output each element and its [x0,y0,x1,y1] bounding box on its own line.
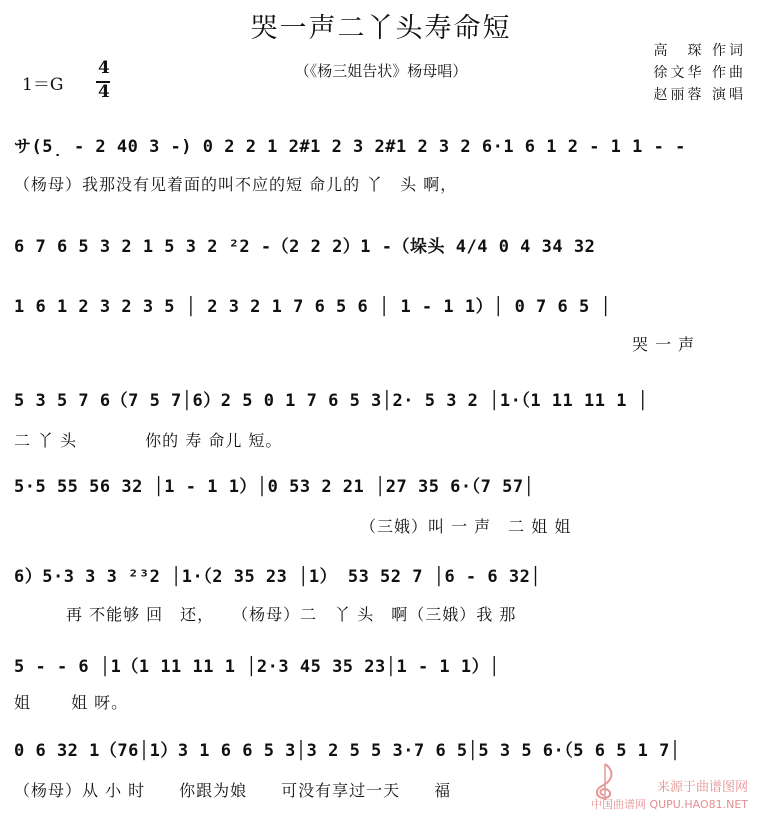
notation-line-6: 6）5·3 3 3 ²³2 │1·（2 35 23 │1） 53 52 7 │6 - 6 32│ [14,567,542,587]
notation-line-5: 5·5 55 56 32 │1 - 1 1）│0 53 2 21 │27 35 6·（7 57│ [14,477,535,497]
lyric-line-8: （杨母）从 小 时 你跟为娘 可没有享过一天 福 [14,781,452,800]
singer-credit: 赵丽蓉 演唱 [653,87,746,103]
lyric-line-7: 姐 姐 呀。 [14,693,129,712]
watermark-line-1: 来源于曲谱图网 [656,780,748,795]
lyric-line-4: 二 丫 头 你的 寿 命儿 短。 [14,431,283,450]
time-signature-numerator: 4 [98,58,110,78]
notation-line-8: 0 6 32 1（76│1）3 1 6 6 5 3│3 2 5 5 3·7 6 5│5 3 5 6·（5 6 5 1 7│ [14,741,681,761]
song-subtitle: （《杨三姐告状》杨母唱） [294,62,468,80]
lyricist-credit: 高 琛 作词 [653,43,746,59]
notation-line-3: 1 6 1 2 3 2 3 5 │ 2 3 2 1 7 6 5 6 │ 1 - 1 1）│ 0 7 6 5 │ [14,297,612,317]
lyric-line-1: （杨母）我那没有见着面的叫不应的短 命儿的 丫 头 啊， [14,175,458,194]
watermark-line-2: 中国曲谱网 QUPU.HAO81.NET [590,798,748,811]
composer-credit: 徐文华 作曲 [653,65,746,81]
notation-line-1: サ(5̣ - 2 40 3 -) 0 2 2 1 2#1 2 3 2#1 2 3 2 6·1 6 1 2 - 1 1 - - [14,137,686,157]
notation-line-4: 5 3 5 7 6（7 5 7│6）2 5 0 1 7 6 5 3│2· 5 3 2 │1·（1 11 11 1 │ [14,391,649,411]
notation-line-7: 5 - - 6 │1（1 11 11 1 │2·3 45 35 23│1 - 1 1）│ [14,657,500,677]
notation-line-2: 6 7 6 5 3 2 1 5 3 2 ²2 -（2 2 2）1 -（垛头 4/4 0 4 34 32 [14,237,596,257]
lyric-line-6: 再 不能够 回 还， （杨母）二 丫 头 啊（三娥）我 那 [66,605,517,624]
lyric-line-3: 哭 一 声 [632,335,696,354]
lyric-line-5: （三娥）叫 一 声 二 姐 姐 [360,517,572,536]
song-title: 哭一声二丫头寿命短 [250,13,512,44]
key-signature: 1＝G [22,75,64,95]
time-signature-denominator: 4 [98,82,110,102]
